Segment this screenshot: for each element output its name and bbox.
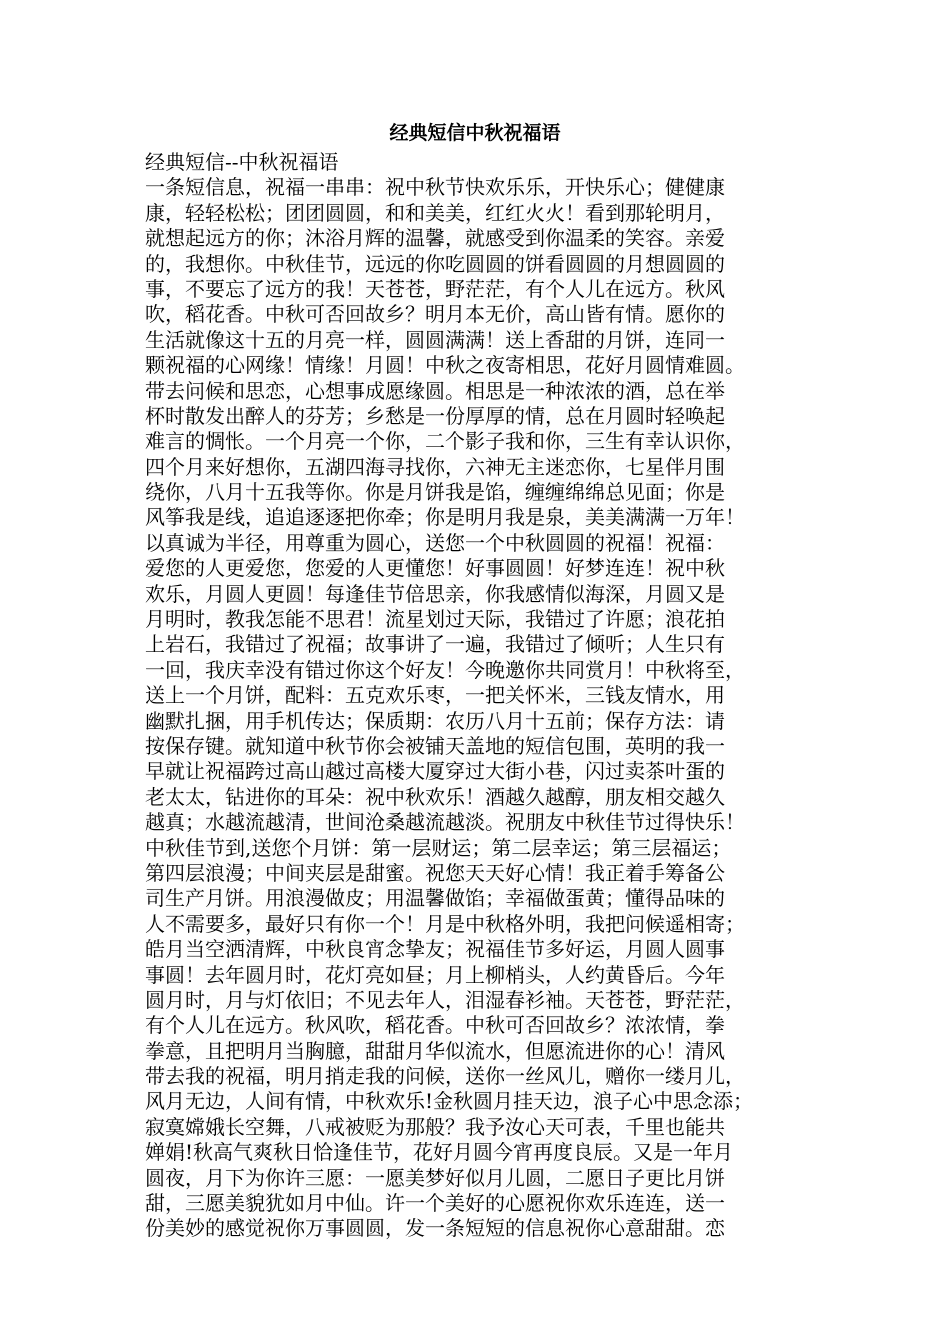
body-text-line: 事，不要忘了远方的我！天苍苍，野茫茫，有个人儿在远方。秋风	[145, 276, 725, 301]
body-text-line: 早就让祝福跨过高山越过高楼大厦穿过大街小巷，闪过卖茶叶蛋的	[145, 759, 725, 784]
body-text-line: 按保存键。就知道中秋节你会被铺天盖地的短信包围，英明的我一	[145, 733, 725, 758]
body-text-line: 人不需要多，最好只有你一个！月是中秋格外明，我把问候遥相寄；	[145, 911, 745, 936]
body-text-line: 越真；水越流越清，世间沧桑越流越淡。祝朋友中秋佳节过得快乐！	[145, 810, 745, 835]
body-text-line: 爱您的人更爱您，您爱的人更懂您！好事圆圆！好梦连连！祝中秋	[145, 556, 725, 581]
body-text-line: 一回，我庆幸没有错过你这个好友！今晚邀你共同赏月！中秋将至，	[145, 657, 745, 682]
body-text-line: 风月无边，人间有情，中秋欢乐!金秋圆月挂天边，浪子心中思念添；	[145, 1089, 754, 1114]
body-text-line: 有个人儿在远方。秋风吹，稻花香。中秋可否回故乡？浓浓情，拳	[145, 1013, 725, 1038]
body-text-line: 皓月当空洒清辉，中秋良宵念挚友；祝福佳节多好运，月圆人圆事	[145, 937, 725, 962]
body-text-line: 拳意，且把明月当胸臆，甜甜月华似流水，但愿流进你的心！清风	[145, 1038, 725, 1063]
body-text-line: 送上一个月饼，配料：五克欢乐枣，一把关怀米，三钱友情水，用	[145, 683, 725, 708]
body-text-line: 以真诚为半径，用尊重为圆心，送您一个中秋圆圆的祝福！祝福：	[145, 530, 725, 555]
body-text-line: 杯时散发出醉人的芬芳；乡愁是一份厚厚的情，总在月圆时轻唤起	[145, 403, 725, 428]
body-text-line: 中秋佳节到,送您个月饼：第一层财运；第二层幸运；第三层福运；	[145, 835, 732, 860]
body-text-line: 老太太，钻进你的耳朵：祝中秋欢乐！酒越久越醇，朋友相交越久	[145, 784, 725, 809]
body-text-line: 难言的惆怅。一个月亮一个你，二个影子我和你，三生有幸认识你，	[145, 429, 745, 454]
body-text-line: 风筝我是线，追追逐逐把你牵；你是明月我是泉，美美满满一万年！	[145, 505, 745, 530]
body-text-line: 带去问候和思恋，心想事成愿缘圆。相思是一种浓浓的酒，总在举	[145, 378, 725, 403]
document-title: 经典短信中秋祝福语	[389, 122, 561, 144]
body-text-line: 事圆！去年圆月时，花灯亮如昼；月上柳梢头，人约黄昏后。今年	[145, 962, 725, 987]
body-text-line: 吹，稻花香。中秋可否回故乡？明月本无价，高山皆有情。愿你的	[145, 302, 725, 327]
body-text-line: 绕你，八月十五我等你。你是月饼我是馅，缠缠绵绵总见面；你是	[145, 480, 725, 505]
body-text-line: 四个月来好想你，五湖四海寻找你，六神无主迷恋你，七星伴月围	[145, 454, 725, 479]
body-text-line: 甜，三愿美貌犹如月中仙。许一个美好的心愿祝你欢乐连连，送一	[145, 1191, 725, 1216]
document-body	[145, 150, 805, 1242]
body-text-line: 上岩石，我错过了祝福；故事讲了一遍，我错过了倾听；人生只有	[145, 632, 725, 657]
body-text-line: 康，轻轻松松；团团圆圆，和和美美，红红火火！看到那轮明月，	[145, 200, 725, 225]
body-text-line: 第四层浪漫；中间夹层是甜蜜。祝您天天好心情！我正着手筹备公	[145, 860, 725, 885]
body-text-line: 带去我的祝福，明月捎走我的问候，送你一丝风儿，赠你一缕月儿，	[145, 1064, 745, 1089]
body-text-line: 婵娟!秋高气爽秋日恰逢佳节，花好月圆今宵再度良辰。又是一年月	[145, 1140, 734, 1165]
body-text-line: 月明时，教我怎能不思君！流星划过天际，我错过了许愿；浪花拍	[145, 607, 725, 632]
body-text-line: 圆夜，月下为你许三愿：一愿美梦好似月儿圆，二愿日子更比月饼	[145, 1165, 725, 1190]
body-text-line: 颗祝福的心网缘！情缘！月圆！中秋之夜寄相思，花好月圆情难圆。	[145, 353, 745, 378]
body-text-line: 生活就像这十五的月亮一样，圆圆满满！送上香甜的月饼，连同一	[145, 327, 725, 352]
body-text-line: 圆月时，月与灯依旧；不见去年人，泪湿春衫袖。天苍苍，野茫茫，	[145, 987, 745, 1012]
body-text-line: 一条短信息，祝福一串串：祝中秋节快欢乐乐，开快乐心；健健康	[145, 175, 725, 200]
body-text-line: 份美妙的感觉祝你万事圆圆，发一条短短的信息祝你心意甜甜。恋	[145, 1216, 725, 1241]
body-text-line: 就想起远方的你；沐浴月辉的温馨，就感受到你温柔的笑容。亲爱	[145, 226, 725, 251]
body-text-line: 幽默扎捆，用手机传达；保质期：农历八月十五前；保存方法：请	[145, 708, 725, 733]
body-text-line: 欢乐，月圆人更圆！每逢佳节倍思亲，你我感情似海深，月圆又是	[145, 581, 725, 606]
body-text-line: 寂寞嫦娥长空舞，八戒被贬为那般？我予汝心天可表，千里也能共	[145, 1114, 725, 1139]
body-text-line: 司生产月饼。用浪漫做皮；用温馨做馅；幸福做蛋黄；懂得品味的	[145, 886, 725, 911]
body-text-line: 经典短信--中秋祝福语	[145, 150, 339, 174]
body-text-line: 的，我想你。中秋佳节，远远的你吃圆圆的饼看圆圆的月想圆圆的	[145, 251, 725, 276]
